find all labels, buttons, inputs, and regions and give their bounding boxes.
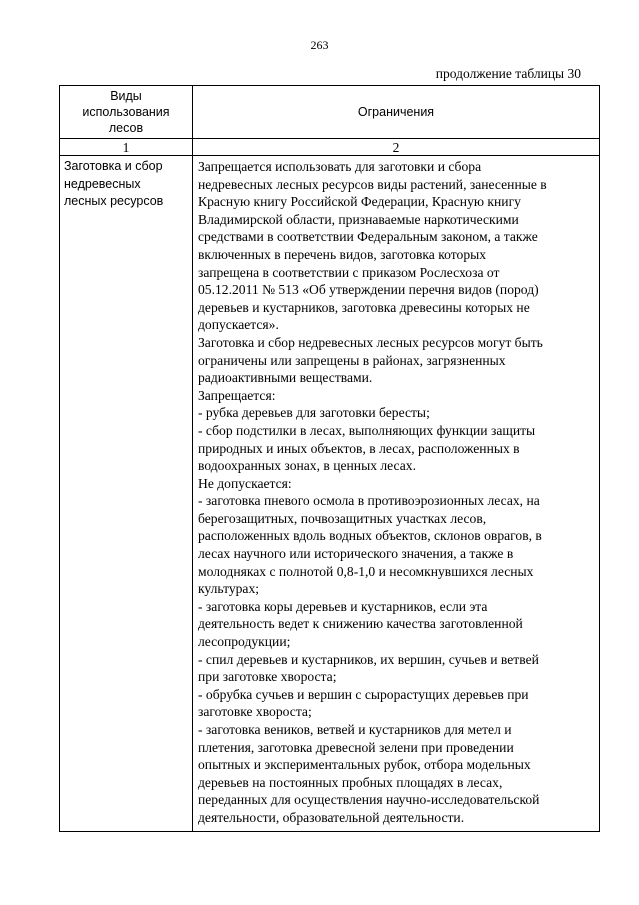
header-restrictions: Ограничения <box>193 86 600 139</box>
restriction-line: деятельности, образовательной деятельности. <box>198 809 465 825</box>
restriction-line: молодняках с полнотой 0,8-1,0 и несомкнувшихся лесных <box>198 563 534 579</box>
restriction-line: - заготовка веников, ветвей и кустарников для метел и <box>198 722 512 737</box>
restriction-line: - спил деревьев и кустарников, их вершин, сучьев и ветвей <box>198 651 539 667</box>
column-number-1: 1 <box>60 139 193 156</box>
restriction-line: запрещена в соответствии с приказом Рослесхоза от <box>198 264 500 280</box>
restriction-line: Запрещается: <box>198 387 276 403</box>
table-header-row <box>60 86 600 139</box>
restriction-line: - сбор подстилки в лесах, выполняющих функции защиты <box>198 422 536 438</box>
restriction-line: ограничены или запрещены в районах, загрязненных <box>198 352 506 368</box>
column-number-2: 2 <box>193 139 600 156</box>
restriction-line: лесопродукции; <box>198 634 291 650</box>
restriction-line: деревьев и кустарников, заготовка древесины которых не <box>198 299 530 315</box>
restriction-line: водоохранных зонах, в ценных лесах. <box>198 458 416 474</box>
table-continuation-label: продолжение таблицы 30 <box>435 66 581 81</box>
restriction-line: Не допускается: <box>198 475 292 491</box>
restriction-line: - заготовка коры деревьев и кустарников, если эта <box>198 598 488 614</box>
restriction-line: включенных в перечень видов, заготовка которых <box>198 246 487 262</box>
restriction-line: расположенных вдоль водных объектов, склонов оврагов, в <box>198 528 542 544</box>
header-usage-line: использования <box>82 105 170 119</box>
restriction-line: 05.12.2011 № 513 «Об утверждении перечня видов (пород) <box>198 282 539 298</box>
usage-type-line: лесных ресурсов <box>64 194 164 209</box>
header-usage-line: Виды <box>110 89 142 103</box>
restriction-line: при заготовке хвороста; <box>198 669 337 685</box>
restriction-line: Запрещается использовать для заготовки и сбора <box>198 159 482 174</box>
table-row <box>60 156 600 832</box>
restriction-line: природных и иных объектов, в лесах, расположенных в <box>198 440 520 456</box>
restriction-line: переданных для осуществления научно-исследовательской <box>198 792 540 808</box>
restriction-line: деревьев на постоянных пробных площадях в лесах, <box>198 774 503 790</box>
restriction-line: Заготовка и сбор недревесных лесных ресурсов могут быть <box>198 334 543 350</box>
restriction-line: - заготовка пневого осмола в противоэрозионных лесах, на <box>198 493 540 509</box>
restriction-line: - рубка деревьев для заготовки бересты; <box>198 405 430 421</box>
restriction-line: культурах; <box>198 581 260 597</box>
restriction-line: средствами в соответствии Федеральным законом, а также <box>198 229 538 245</box>
header-usage-line: лесов <box>108 121 144 135</box>
page-number: 263 <box>310 38 329 52</box>
usage-type-cell <box>60 156 193 832</box>
restriction-line: недревесных лесных ресурсов виды растений, занесенные в <box>198 176 547 192</box>
usage-type-line: недревесных <box>64 176 141 191</box>
restriction-line: берегозащитных, почвозащитных участках лесов, <box>198 510 487 526</box>
restriction-line: Красную книгу Российской Федерации, Красную книгу <box>198 194 521 210</box>
restriction-line: опытных и экспериментальных рубок, отбора модельных <box>198 757 531 773</box>
restriction-line: допускается». <box>198 317 279 333</box>
restriction-line: - обрубка сучьев и вершин с сырорастущих деревьев при <box>198 686 529 702</box>
restriction-line: деятельность ведет к снижению качества заготовленной <box>198 616 523 632</box>
usage-type-line: Заготовка и сбор <box>64 159 163 173</box>
restrictions-table <box>59 85 600 832</box>
restriction-line: лесах научного или исторического значения, а также в <box>198 546 514 562</box>
restriction-line: плетения, заготовка древесной зелени при проведении <box>198 739 514 755</box>
restriction-line: радиоактивными веществами. <box>198 370 373 386</box>
restriction-line: Владимирской области, признаваемые наркотическими <box>198 211 519 227</box>
restriction-line: заготовке хвороста; <box>198 704 312 720</box>
header-usage-types <box>60 86 193 139</box>
restrictions-cell <box>193 156 600 832</box>
column-number-row <box>60 139 600 156</box>
